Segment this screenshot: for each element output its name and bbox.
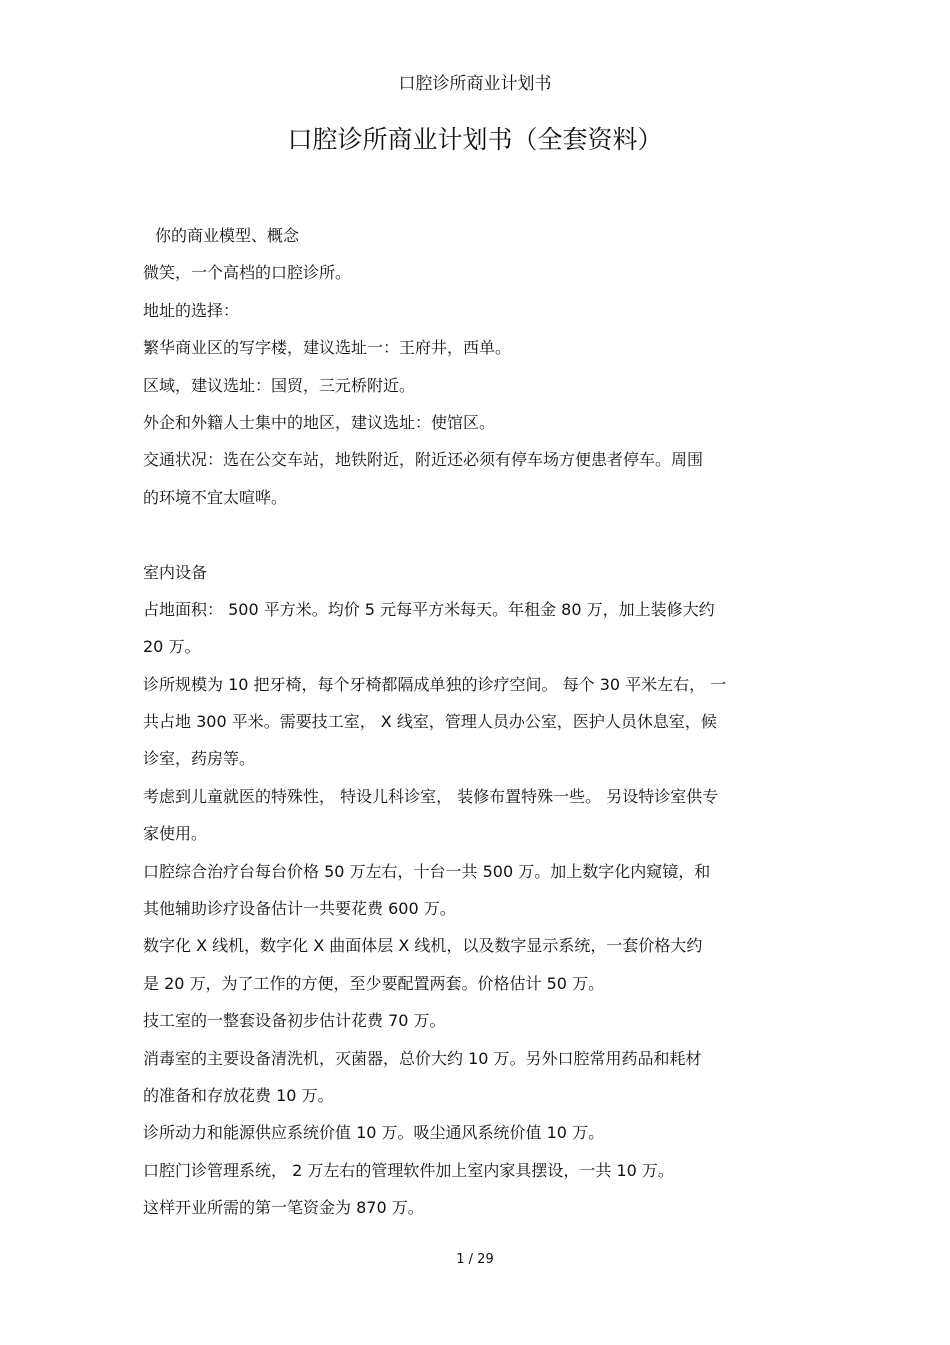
paragraph-line: 繁华商业区的写字楼，建议选址一：王府井，西单。 bbox=[143, 338, 512, 358]
page-number: 1 / 29 bbox=[456, 1252, 494, 1267]
paragraph-line: 20 万。 bbox=[143, 637, 201, 657]
paragraph-line: 诊所规模为 10 把牙椅，每个牙椅都隔成单独的诊疗空间。 每个 30 平米左右， 一 bbox=[143, 674, 727, 694]
paragraph-line: 家使用。 bbox=[143, 824, 208, 844]
paragraph-line: 外企和外籍人士集中的地区，建议选址：使馆区。 bbox=[143, 412, 496, 432]
running-header: 口腔诊所商业计划书 bbox=[398, 74, 552, 94]
paragraph-line: 口腔综合治疗台每台价格 50 万左右，十台一共 500 万。加上数字化内窥镜，和 bbox=[143, 861, 711, 881]
paragraph-line: 区域，建议选址：国贸，三元桥附近。 bbox=[143, 375, 416, 395]
paragraph-line: 是 20 万，为了工作的方便，至少要配置两套。价格估计 50 万。 bbox=[143, 973, 605, 993]
paragraph-line: 的准备和存放花费 10 万。 bbox=[143, 1085, 334, 1105]
paragraph-line: 数字化 X 线机，数字化 X 曲面体层 X 线机，以及数字显示系统，一套价格大约 bbox=[143, 936, 703, 956]
section-heading: 室内设备 bbox=[143, 562, 208, 582]
paragraph-line: 口腔门诊管理系统， 2 万左右的管理软件加上室内家具摆设，一共 10 万。 bbox=[143, 1160, 674, 1180]
paragraph-line: 诊所动力和能源供应系统价值 10 万。吸尘通风系统价值 10 万。 bbox=[143, 1123, 605, 1143]
paragraph-line: 微笑，一个高档的口腔诊所。 bbox=[143, 263, 352, 283]
paragraph-line: 的环境不宜太喧哗。 bbox=[143, 487, 288, 507]
blank-line bbox=[143, 522, 823, 559]
paragraph-line: 诊室，药房等。 bbox=[143, 749, 256, 769]
document-title: 口腔诊所商业计划书（全套资料） bbox=[287, 125, 663, 154]
paragraph-line: 地址的选择： bbox=[143, 300, 240, 320]
paragraph-line: 交通状况：选在公交车站，地铁附近，附近还必须有停车场方便患者停车。周围 bbox=[143, 450, 704, 470]
paragraph-line: 技工室的一整套设备初步估计花费 70 万。 bbox=[143, 1011, 446, 1031]
paragraph-line: 占地面积： 500 平方米。均价 5 元每平方米每天。年租金 80 万，加上装修大约 bbox=[143, 599, 715, 619]
paragraph-line: 其他辅助诊疗设备估计一共要花费 600 万。 bbox=[143, 899, 456, 919]
paragraph-line: 考虑到儿童就医的特殊性， 特设儿科诊室， 装修布置特殊一些。 另设特诊室供专 bbox=[143, 786, 719, 806]
paragraph-line: 这样开业所需的第一笔资金为 870 万。 bbox=[143, 1198, 424, 1218]
paragraph-line: 消毒室的主要设备清洗机，灭菌器，总价大约 10 万。另外口腔常用药品和耗材 bbox=[143, 1048, 702, 1068]
document-body bbox=[143, 223, 823, 1233]
paragraph-line: 你的商业模型、概念 bbox=[155, 226, 300, 245]
paragraph-line: 共占地 300 平米。需要技工室， X 线室，管理人员办公室，医护人员休息室，候 bbox=[143, 712, 717, 732]
